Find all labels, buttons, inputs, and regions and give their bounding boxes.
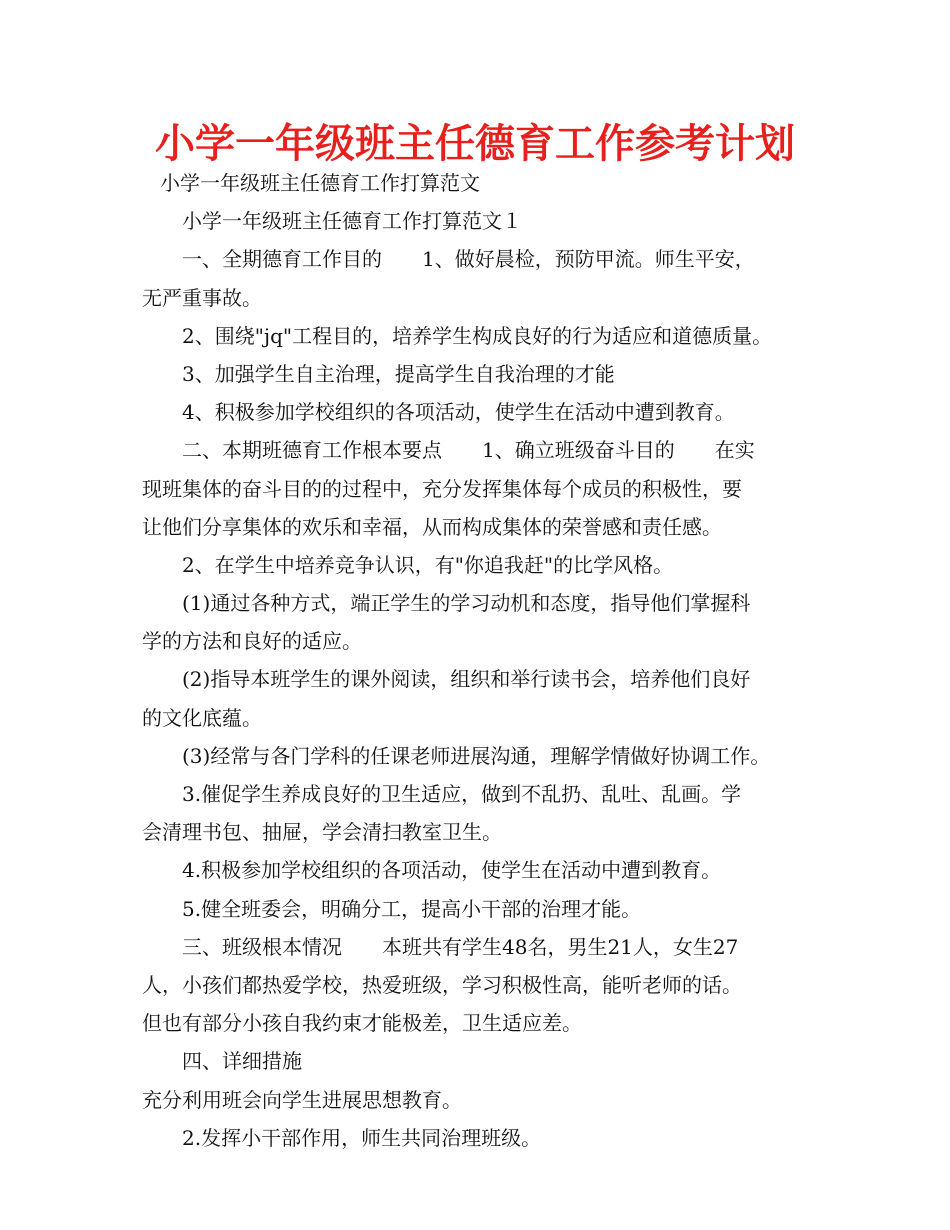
section-heading: 小学一年级班主任德育工作打算范文１ (182, 209, 522, 234)
section-heading: 四、详细措施 (182, 1049, 302, 1074)
paragraph-line: 2.发挥小干部作用，师生共同治理班级。 (182, 1125, 542, 1150)
paragraph-line: 无严重事故。 (142, 285, 262, 310)
paragraph-line: 4、积极参加学校组织的各项活动，使学生在活动中遭到教育。 (182, 400, 735, 425)
paragraph-line: 3.催促学生养成良好的卫生适应，做到不乱扔、乱吐、乱画。学 (182, 782, 742, 806)
paragraph-line: 会清理书包、抽屉，学会清扫教室卫生。 (142, 820, 502, 845)
paragraph-line: 的文化底蕴。 (142, 705, 262, 730)
document-body (142, 164, 822, 1157)
paragraph-line: 现班集体的奋斗目的的过程中，充分发挥集体每个成员的积极性，要 (142, 476, 742, 501)
paragraph-line: 3、加强学生自主治理，提高学生自我治理的才能 (182, 361, 615, 386)
paragraph-line: (1)通过各种方式，端正学生的学习动机和态度，指导他们掌握科 (182, 591, 751, 616)
paragraph-line: 4.积极参加学校组织的各项活动，使学生在活动中遭到教育。 (182, 858, 722, 883)
paragraph-line: 学的方法和良好的适应。 (142, 629, 362, 654)
paragraph-line: 二、本期班德育工作根本要点 1、确立班级奋斗目的 在实 (182, 438, 755, 463)
paragraph-line: 一、全期德育工作目的 1、做好晨检，预防甲流。师生平安， (182, 247, 755, 272)
subtitle-line: 小学一年级班主任德育工作打算范文 (160, 171, 480, 195)
paragraph-line: 人，小孩们都热爱学校，热爱班级，学习积极性高，能听老师的话。 (142, 972, 742, 997)
document-title: 小学一年级班主任德育工作参考计划 (155, 121, 795, 167)
paragraph-line: 5.健全班委会，明确分工，提高小干部的治理才能。 (182, 896, 642, 921)
paragraph-line: (2)指导本班学生的课外阅读，组织和举行读书会，培养他们良好 (182, 667, 751, 692)
paragraph-line: (3)经常与各门学科的任课老师进展沟通，理解学情做好协调工作。 (182, 743, 771, 768)
paragraph-line: 2、在学生中培养竞争认识，有"你追我赶"的比学风格。 (182, 552, 674, 577)
paragraph-line: 三、班级根本情况 本班共有学生48名，男生21人，女生27 (182, 934, 739, 959)
paragraph-line: 充分利用班会向学生进展思想教育。 (142, 1087, 462, 1112)
paragraph-line: 2、围绕"jq"工程目的，培养学生构成良好的行为适应和道德质量。 (182, 323, 773, 348)
paragraph-line: 让他们分享集体的欢乐和幸福，从而构成集体的荣誉感和责任感。 (142, 514, 722, 539)
paragraph-line: 但也有部分小孩自我约束才能极差，卫生适应差。 (142, 1011, 582, 1036)
